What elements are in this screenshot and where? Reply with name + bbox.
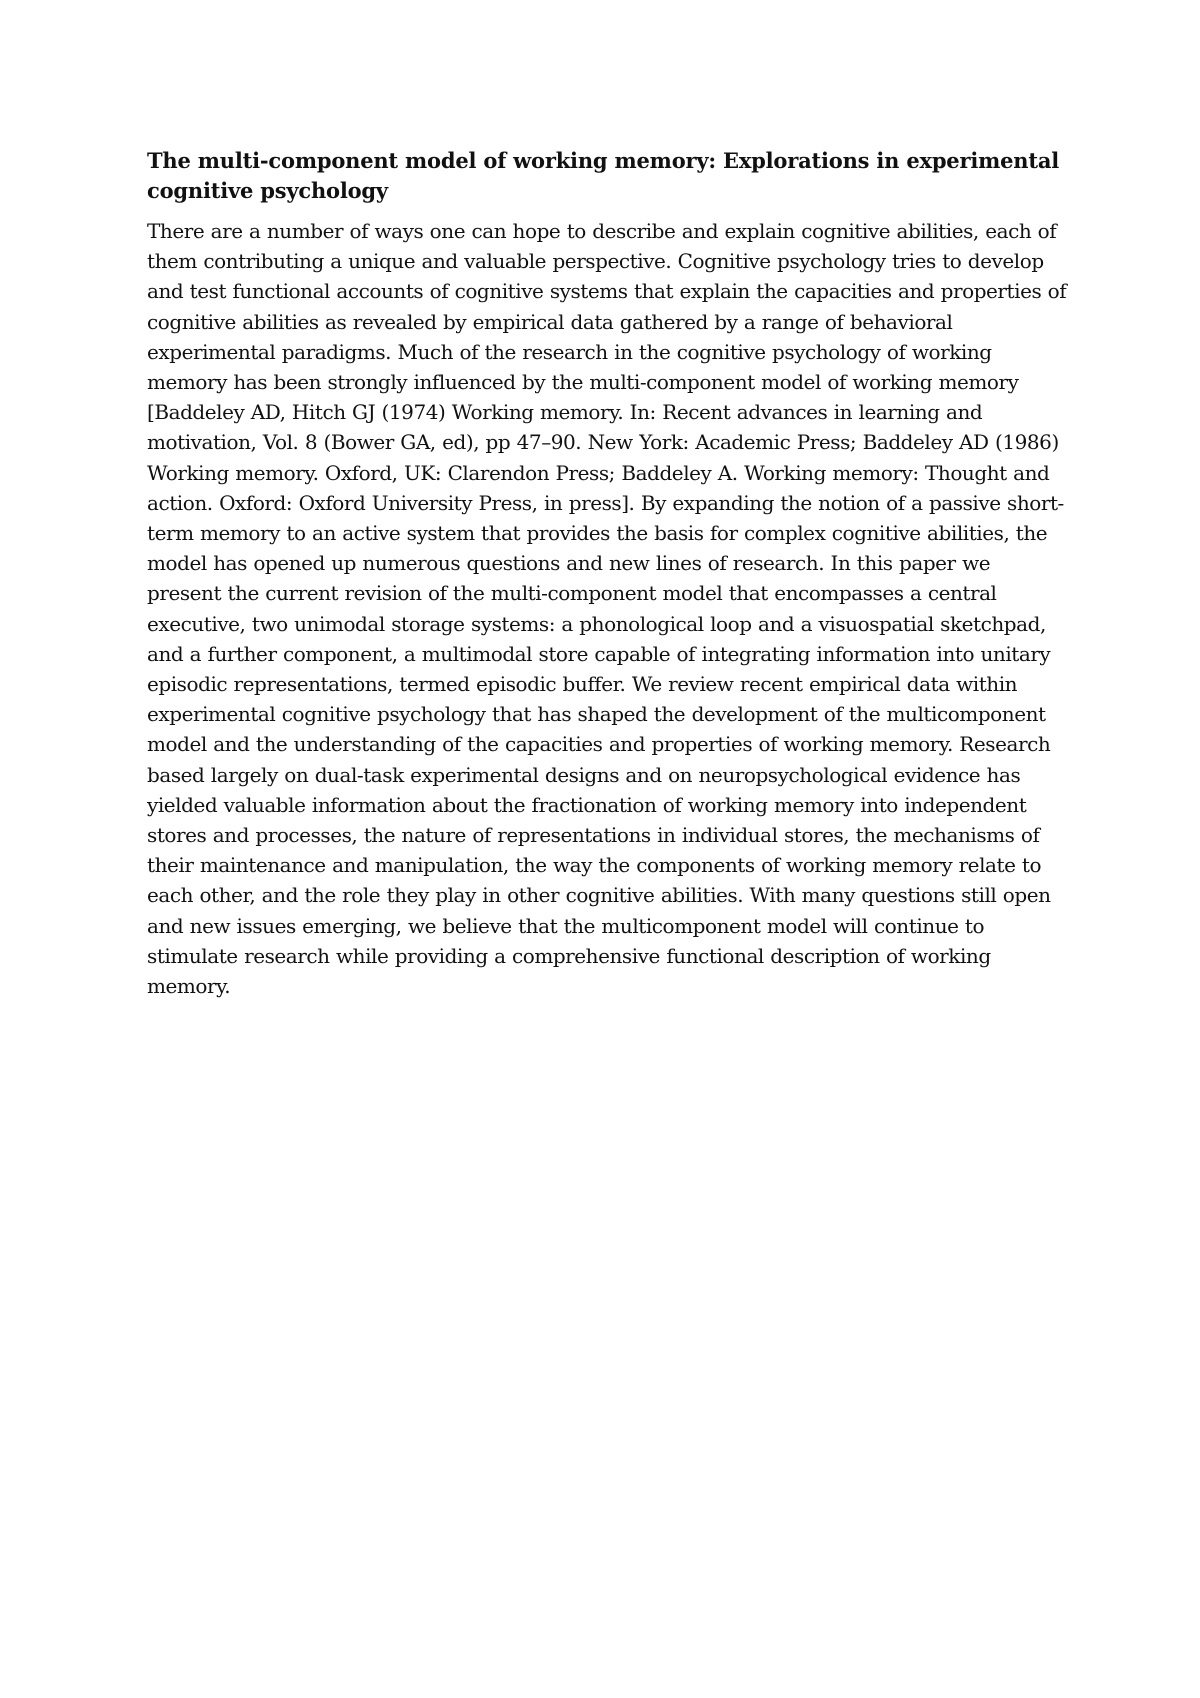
abstract-paragraph: There are a number of ways one can hope to describe and explain cognitive abilities, each of them contributing a unique and valuable perspective. Cognitive psychology tries to develop and test functional accounts of cognitive systems that explain the capacities and properties of cognitive abilities as revealed by empirical data gathered by a range of behavioral experimental paradigms. Much of the research in the cognitive psychology of working memory has been strongly influenced by the multi-component model of working memory [Baddeley AD, Hitch GJ (1974) Working memory. In: Recent advances in learning and motivation, Vol. 8 (Bower GA, ed), pp 47–90. New York: Academic Press; Baddeley AD (1986) Working memory. Oxford, UK: Clarendon Press; Baddeley A. Working memory: Thought and action. Oxford: Oxford University Press, in press]. By expanding the notion of a passive short-term memory to an active system that provides the basis for complex cognitive abilities, the model has opened up numerous questions and new lines of research. In this paper we present the current revision of the multi-component model that encompasses a central executive, two unimodal storage systems: a phonological loop and a visuospatial sketchpad, and a further component, a multimodal store capable of integrating information into unitary episodic representations, termed episodic buffer. We review recent empirical data within experimental cognitive psychology that has shaped the development of the multicomponent model and the understanding of the capacities and properties of working memory. Research based largely on dual-task experimental designs and on neuropsychological evidence has yielded valuable information about the fractionation of working memory into independent stores and processes, the nature of representations in individual stores, the mechanisms of their maintenance and manipulation, the way the components of working memory relate to each other, and the role they play in other cognitive abilities. With many questions still open and new issues emerging, we believe that the multicomponent model will continue to stimulate research while providing a comprehensive functional description of working memory.: [147, 219, 1067, 999]
document-content: [147, 146, 1067, 1001]
document-title: The multi-component model of working memory: Explorations in experimental cognitive psychology: [147, 148, 1060, 203]
